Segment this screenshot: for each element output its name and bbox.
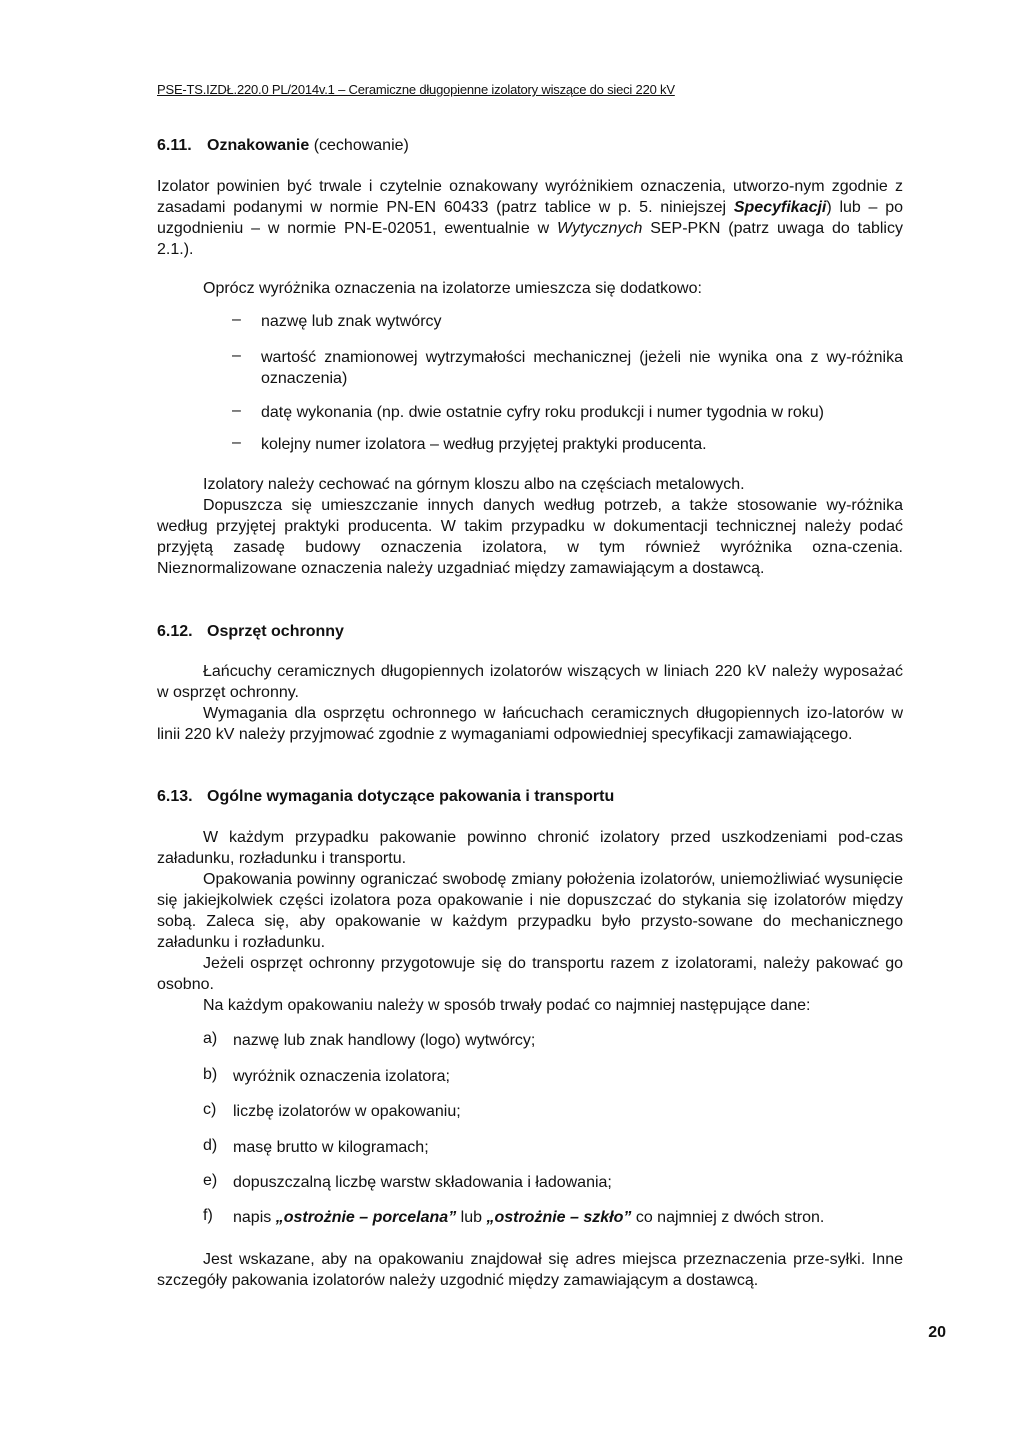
list-item-a: nazwę lub znak handlowy (logo) wytwórcy;: [233, 1032, 536, 1049]
paragraph-6-13-4: Na każdym opakowaniu należy w sposób trwały podać co najmniej następujące dane:: [203, 997, 811, 1014]
list-item-f-post: co najmniej z dwóch stron.: [631, 1209, 825, 1226]
section-6-11-title-rest: (cechowanie): [313, 137, 409, 154]
list-item-e: dopuszczalną liczbę warstw składowania i ładowania;: [233, 1174, 612, 1191]
paragraph-6-13-5: Jest wskazane, aby na opakowaniu znajdował się adres miejsca przeznaczenia prze-syłki. Inne szczegóły pakowania izolatorów należy uzgodnić między zamawiającym a dostawcą.: [157, 1251, 903, 1289]
section-6-11-title: [207, 137, 409, 155]
list-letter-b: b): [203, 1066, 218, 1083]
section-6-13-number: 6.13.: [157, 788, 193, 805]
list-item-f-mid: lub: [456, 1209, 487, 1226]
list-item-d: masę brutto w kilogramach;: [233, 1139, 429, 1156]
list-letter-c: c): [203, 1101, 217, 1118]
p611-1-c: ) lub – po uzgodnieniu – w normie PN-E-02051, ewentualnie w: [157, 199, 903, 237]
paragraph-6-12-1: Łańcuchy ceramicznych długopiennych izolatorów wiszących w liniach 220 kV należy wyposażać w osprzęt ochronny.: [157, 663, 903, 701]
section-6-13-title: Ogólne wymagania dotyczące pakowania i transportu: [207, 788, 615, 805]
paragraph-6-13-3: Jeżeli osprzęt ochronny przygotowuje się do transportu razem z izolatorami, należy pakować go osobno.: [157, 955, 903, 993]
section-6-11-title-bold: Oznakowanie: [207, 137, 310, 154]
list-letter-f: f): [203, 1207, 213, 1224]
paragraph-6-13-2: Opakowania powinny ograniczać swobodę zmiany położenia izolatorów, uniemożliwiać wysunięcie się jakiejkolwiek części izolatora poza opakowanie i nie dopuszczać do stykania się izolatorów między sobą. Zaleca się, aby opakowanie w każdym przypadku było przysto-sowane do mechanicznego załadunku i rozładunku.: [157, 871, 903, 951]
list-letter-d: d): [203, 1137, 218, 1154]
paragraph-6-11-1: [157, 176, 903, 260]
list-item-b: wyróżnik oznaczenia izolatora;: [233, 1068, 450, 1085]
section-6-11-number: 6.11.: [157, 137, 192, 154]
section-6-12-number: 6.12.: [157, 623, 193, 640]
bullet-dash-1: –: [232, 311, 241, 328]
list-letter-a: a): [203, 1030, 218, 1047]
bullet-item-2: wartość znamionowej wytrzymałości mechanicznej (jeżeli nie wynika ona z wy-różnika oznaczenia): [261, 349, 903, 387]
list-item-f: [233, 1207, 824, 1228]
p611-1-d: Wytycznych: [557, 220, 643, 237]
bullet-item-4: kolejny numer izolatora – według przyjętej praktyki producenta.: [261, 436, 707, 453]
bullet-dash-2: –: [232, 347, 241, 364]
list-item-f-q2: „ostrożnie – szkło”: [486, 1209, 632, 1226]
paragraph-6-13-1: W każdym przypadku pakowanie powinno chronić izolatory przed uszkodzeniami pod-czas załadunku, rozładunku i transportu.: [157, 829, 903, 867]
bullet-item-3: datę wykonania (np. dwie ostatnie cyfry roku produkcji i numer tygodnia w roku): [261, 404, 824, 421]
paragraph-6-11-3-rest: Dopuszcza się umieszczanie innych danych według potrzeb, a także stosowanie wy-różnika według przyjętej praktyki producenta. W takim przypadku w dokumentacji technicznej należy podać przyjętą zasadę budowy oznaczenia izolatora, w tym również wyróżnika ozna-czenia. Nieznormalizowane oznaczenia należy uzgadniać między zamawiającym a dostawcą.: [157, 497, 903, 577]
page-header: PSE-TS.IZDŁ.220.0 PL/2014v.1 – Ceramiczne długopienne izolatory wiszące do sieci 220 kV: [157, 82, 675, 97]
paragraph-6-11-3-line1: Izolatory należy cechować na górnym kloszu albo na częściach metalowych.: [203, 476, 745, 493]
paragraph-6-11-2: Oprócz wyróżnika oznaczenia na izolatorze umieszcza się dodatkowo:: [203, 280, 702, 297]
bullet-dash-3: –: [232, 402, 241, 419]
p611-1-a: Izolator powinien być trwale i czytelnie oznakowany wyróżnikiem oznaczenia, utworzo-nym zgodnie z zasadami podanymi w normie PN-EN 60433 (patrz tablice w p. 5. niniejszej: [157, 178, 903, 216]
list-item-f-q1: „ostrożnie – porcelana”: [275, 1209, 457, 1226]
section-6-12-title: Osprzęt ochronny: [207, 623, 344, 640]
bullet-dash-4: –: [232, 434, 241, 451]
list-letter-e: e): [203, 1172, 218, 1189]
bullet-item-1: nazwę lub znak wytwórcy: [261, 313, 442, 330]
p611-1-e: SEP-PKN (patrz uwaga do tablicy 2.1.).: [157, 220, 903, 258]
list-item-f-pre: napis: [233, 1209, 276, 1226]
paragraph-6-12-2: Wymagania dla osprzętu ochronnego w łańcuchach ceramicznych długopiennych izo-latorów w linii 220 kV należy przyjmować zgodnie z wymaganiami odpowiedniej specyfikacji zamawiającego.: [157, 705, 903, 743]
list-item-c: liczbę izolatorów w opakowaniu;: [233, 1103, 461, 1120]
page-number: 20: [928, 1324, 946, 1341]
p611-1-b: Specyfikacji: [733, 199, 827, 216]
